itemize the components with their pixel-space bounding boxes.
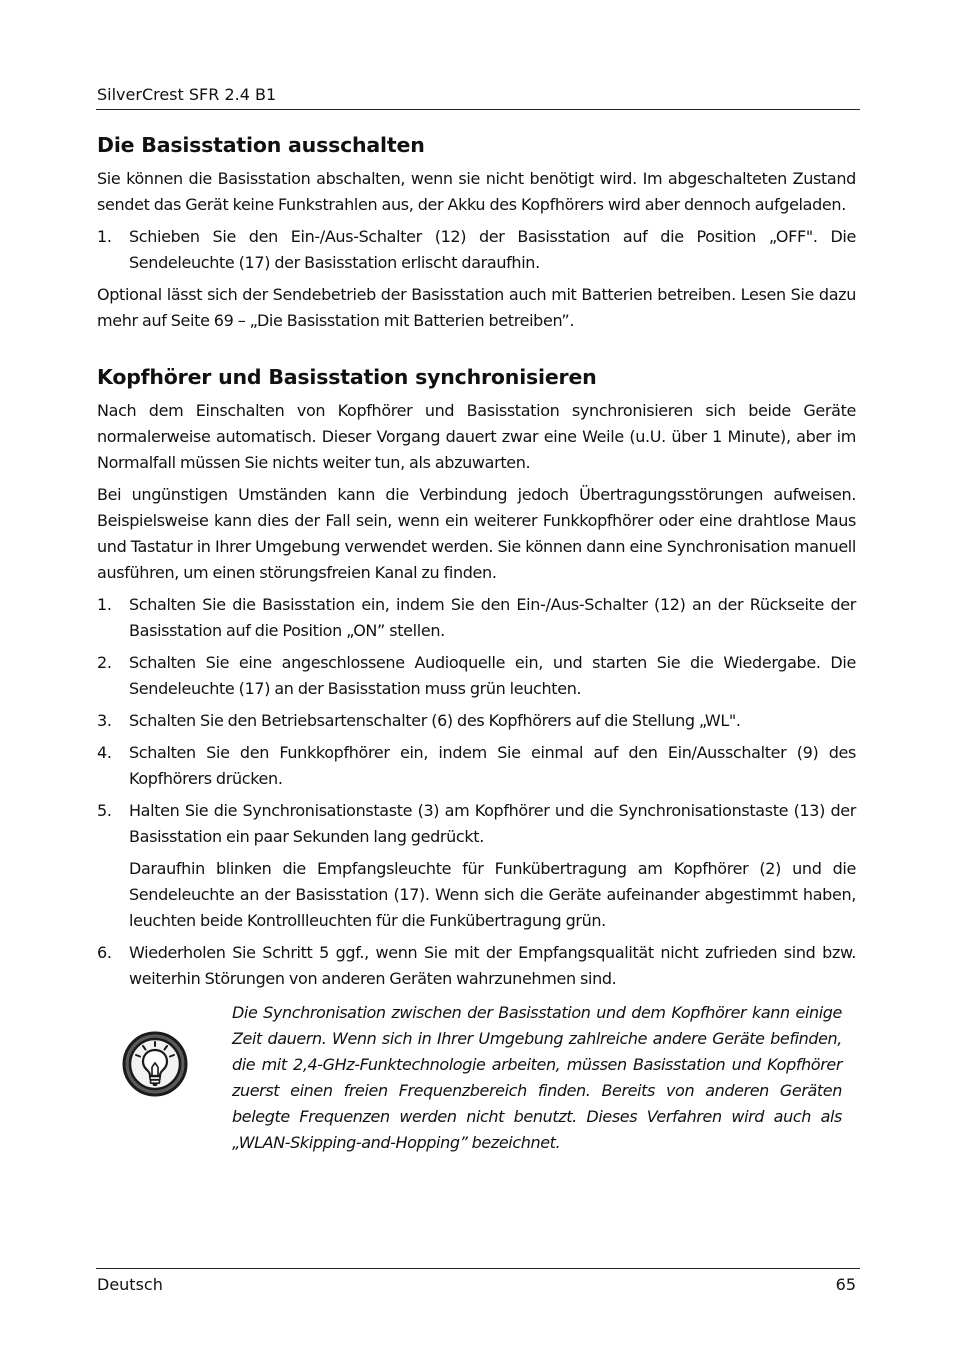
step5-followup-paragraph: Daraufhin blinken die Empfangsleuchte für Funkübertragung am Kopfhörer (2) und die Sendeleuchte an der Basisstation (17). Wenn sich die Geräte aufeinander abgestimmt haben, leuchten beide Kontrollleuchten für die Funkübertragung grün. <box>129 859 856 930</box>
header-rule <box>96 109 860 110</box>
list-item-number: 5. <box>97 801 112 820</box>
section2-paragraph-1: Nach dem Einschalten von Kopfhörer und Basisstation synchronisieren sich beide Geräte normalerweise automatisch. Dieser Vorgang dauert zwar eine Weile (u.U. über 1 Minute), aber im Normalfall müssen Sie nichts weiter tun, als abzuwarten. <box>97 401 856 472</box>
list-item-number: 4. <box>97 743 112 762</box>
list-item-text: Schalten Sie den Funkkopfhörer ein, indem Sie einmal auf den Ein/Ausschalter (9) des Kopfhörers drücken. <box>129 743 856 788</box>
list-item-text: Halten Sie die Synchronisationstaste (3) am Kopfhörer und die Synchronisationstaste (13) der Basisstation ein paar Sekunden lang gedrückt. <box>129 801 856 846</box>
list-item <box>97 708 856 734</box>
list-item-number: 1. <box>97 227 112 246</box>
section1-outro-paragraph: Optional lässt sich der Sendebetrieb der Basisstation auch mit Batterien betreiben. Lesen Sie dazu mehr auf Seite 69 – „Die Basisstation mit Batterien betreiben”. <box>97 285 856 330</box>
list-item-number: 2. <box>97 653 112 672</box>
list-item-text: Schalten Sie die Basisstation ein, indem Sie den Ein-/Aus-Schalter (12) an der Rückseite der Basisstation auf die Position „ON” stellen. <box>129 595 856 640</box>
list-item-number: 1. <box>97 595 112 614</box>
list-item-text: Schieben Sie den Ein-/Aus-Schalter (12) der Basisstation auf die Position „OFF". Die Sendeleuchte (17) der Basisstation erlischt daraufhin. <box>129 227 856 272</box>
list-item-number: 3. <box>97 711 112 730</box>
list-item <box>97 650 856 702</box>
list-item <box>97 224 856 276</box>
list-item <box>97 592 856 644</box>
list-item <box>97 740 856 792</box>
tip-icon-container <box>97 1000 232 1156</box>
section2-paragraph-2: Bei ungünstigen Umständen kann die Verbindung jedoch Übertragungsstörungen aufweisen. Beispielsweise kann dies der Fall sein, wenn ein weiterer Funkkopfhörer oder eine drahtlose Maus und Tastatur in Ihrer Umgebung verwendet werden. Sie können dann eine Synchronisation manuell ausführen, um einen störungsfreien Kanal zu finden. <box>97 485 856 582</box>
tip-note-text: Die Synchronisation zwischen der Basisstation und dem Kopfhörer kann einige Zeit dauern. Wenn sich in Ihrer Umgebung zahlreiche andere Geräte befinden, die mit 2,4-GHz-Funktechnologie arbeiten, müssen Basisstation und Kopfhörer zuerst einen freien Frequenzbereich finden. Bereits von anderen Geräten belegte Frequenzen werden nicht benutzt. Dieses Verfahren wird auch als „WLAN-Skipping-and-Hopping” bezeichnet. <box>232 1003 842 1152</box>
running-header: SilverCrest SFR 2.4 B1 <box>97 85 277 104</box>
list-item <box>97 798 856 850</box>
section1-intro-paragraph: Sie können die Basisstation abschalten, wenn sie nicht benötigt wird. Im abgeschalteten Zustand sendet das Gerät keine Funkstrahlen aus, der Akku des Kopfhörers wird aber dennoch aufgeladen. <box>97 169 856 214</box>
list-item <box>97 940 856 992</box>
footer-language: Deutsch <box>97 1275 163 1294</box>
section-heading-synchronisieren: Kopfhörer und Basisstation synchronisieren <box>97 365 597 389</box>
footer-rule <box>96 1268 860 1269</box>
section-heading-basisstation-ausschalten: Die Basisstation ausschalten <box>97 133 425 157</box>
lightbulb-icon <box>121 1030 189 1098</box>
list-item-text: Schalten Sie den Betriebsartenschalter (6) des Kopfhörers auf die Stellung „WL". <box>129 711 741 730</box>
tip-note <box>97 1000 856 1156</box>
list-item-text: Wiederholen Sie Schritt 5 ggf., wenn Sie mit der Empfangsqualität nicht zufrieden sind bzw. weiterhin Störungen von anderen Geräten wahrzunehmen sind. <box>129 943 856 988</box>
page-body <box>97 130 856 1156</box>
list-item-number: 6. <box>97 943 112 962</box>
page-number: 65 <box>835 1275 856 1294</box>
list-item-text: Schalten Sie eine angeschlossene Audioquelle ein, und starten Sie die Wiedergabe. Die Sendeleuchte (17) an der Basisstation muss grün leuchten. <box>129 653 856 698</box>
